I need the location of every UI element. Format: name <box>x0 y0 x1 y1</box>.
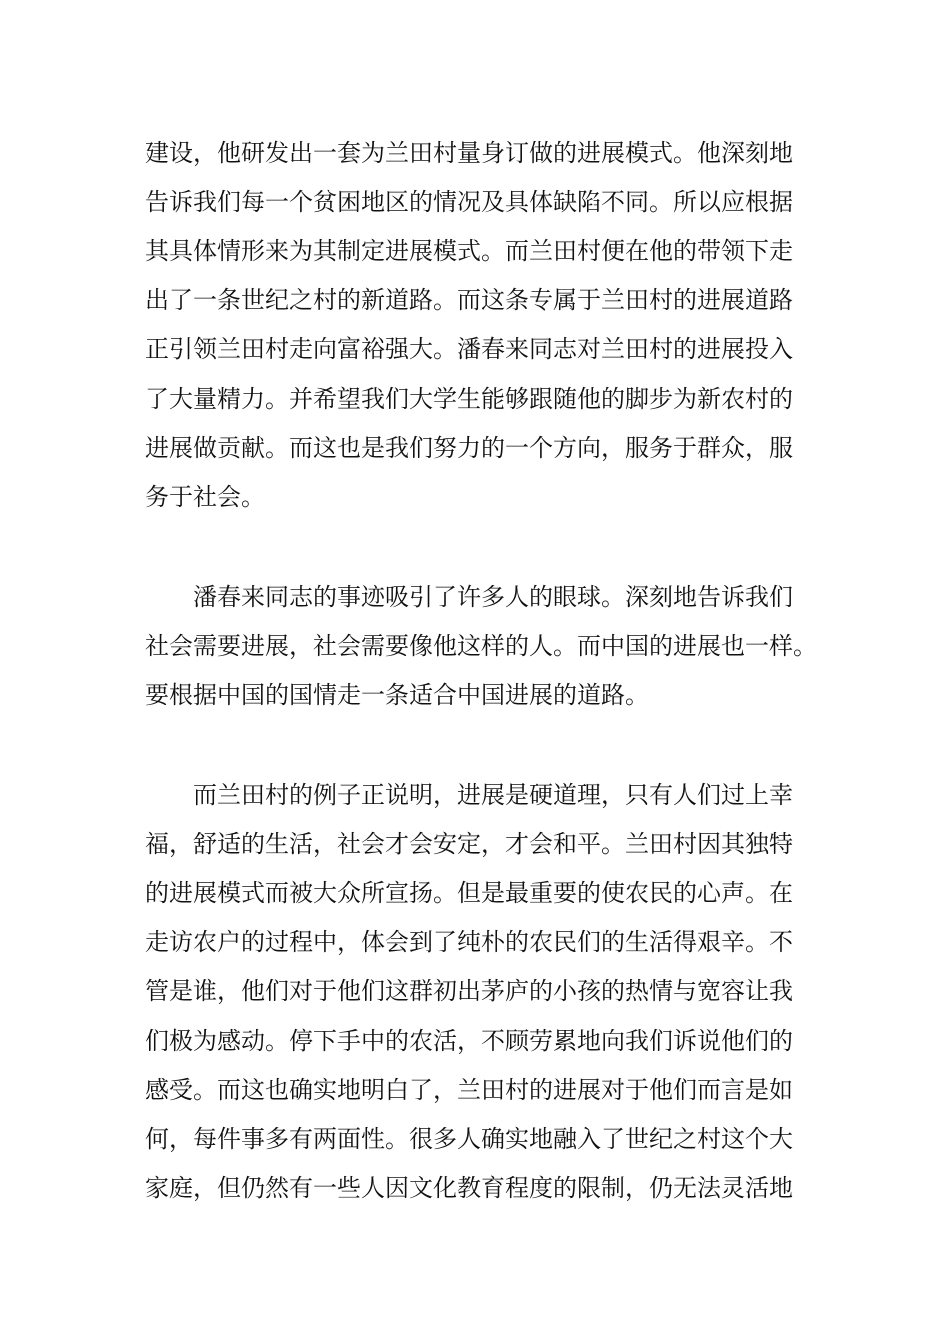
paragraph-1-line-2: 告诉我们每一个贫困地区的情况及具体缺陷不同。所以应根据 <box>145 188 793 216</box>
paragraph-3-line-9: 家庭，但仍然有一些人因文化教育程度的限制，仍无法灵活地 <box>145 1174 793 1202</box>
paragraph-3-line-3: 的进展模式而被大众所宣扬。但是最重要的使农民的心声。在 <box>145 879 793 907</box>
paragraph-3-line-2: 福，舒适的生活，社会才会安定，才会和平。兰田村因其独特 <box>145 830 793 858</box>
paragraph-2-line-3: 要根据中国的国情走一条适合中国进展的道路。 <box>145 681 649 709</box>
paragraph-1-line-3: 其具体情形来为其制定进展模式。而兰田村便在他的带领下走 <box>145 237 793 265</box>
paragraph-1-line-5: 正引领兰田村走向富裕强大。潘春来同志对兰田村的进展投入 <box>145 335 793 363</box>
paragraph-2-line-1: 潘春来同志的事迹吸引了许多人的眼球。深刻地告诉我们 <box>193 583 793 611</box>
paragraph-3-line-7: 感受。而这也确实地明白了，兰田村的进展对于他们而言是如 <box>145 1076 793 1104</box>
paragraph-3-line-8: 何，每件事多有两面性。很多人确实地融入了世纪之村这个大 <box>145 1125 793 1153</box>
paragraph-3-line-1: 而兰田村的例子正说明，进展是硬道理，只有人们过上幸 <box>193 781 793 809</box>
paragraph-1-line-4: 出了一条世纪之村的新道路。而这条专属于兰田村的进展道路 <box>145 286 793 314</box>
paragraph-1-line-1: 建设，他研发出一套为兰田村量身订做的进展模式。他深刻地 <box>145 139 793 167</box>
paragraph-3-line-6: 们极为感动。停下手中的农活，不顾劳累地向我们诉说他们的 <box>145 1027 793 1055</box>
paragraph-3-line-5: 管是谁，他们对于他们这群初出茅庐的小孩的热情与宽容让我 <box>145 977 793 1005</box>
paragraph-1-line-8: 务于社会。 <box>145 483 265 511</box>
paragraph-1-line-6: 了大量精力。并希望我们大学生能够跟随他的脚步为新农村的 <box>145 385 793 413</box>
paragraph-3-line-4: 走访农户的过程中，体会到了纯朴的农民们的生活得艰辛。不 <box>145 928 793 956</box>
paragraph-1-line-7: 进展做贡献。而这也是我们努力的一个方向，服务于群众，服 <box>145 434 793 462</box>
paragraph-2-line-2: 社会需要进展，社会需要像他这样的人。而中国的进展也一样。 <box>145 632 817 660</box>
